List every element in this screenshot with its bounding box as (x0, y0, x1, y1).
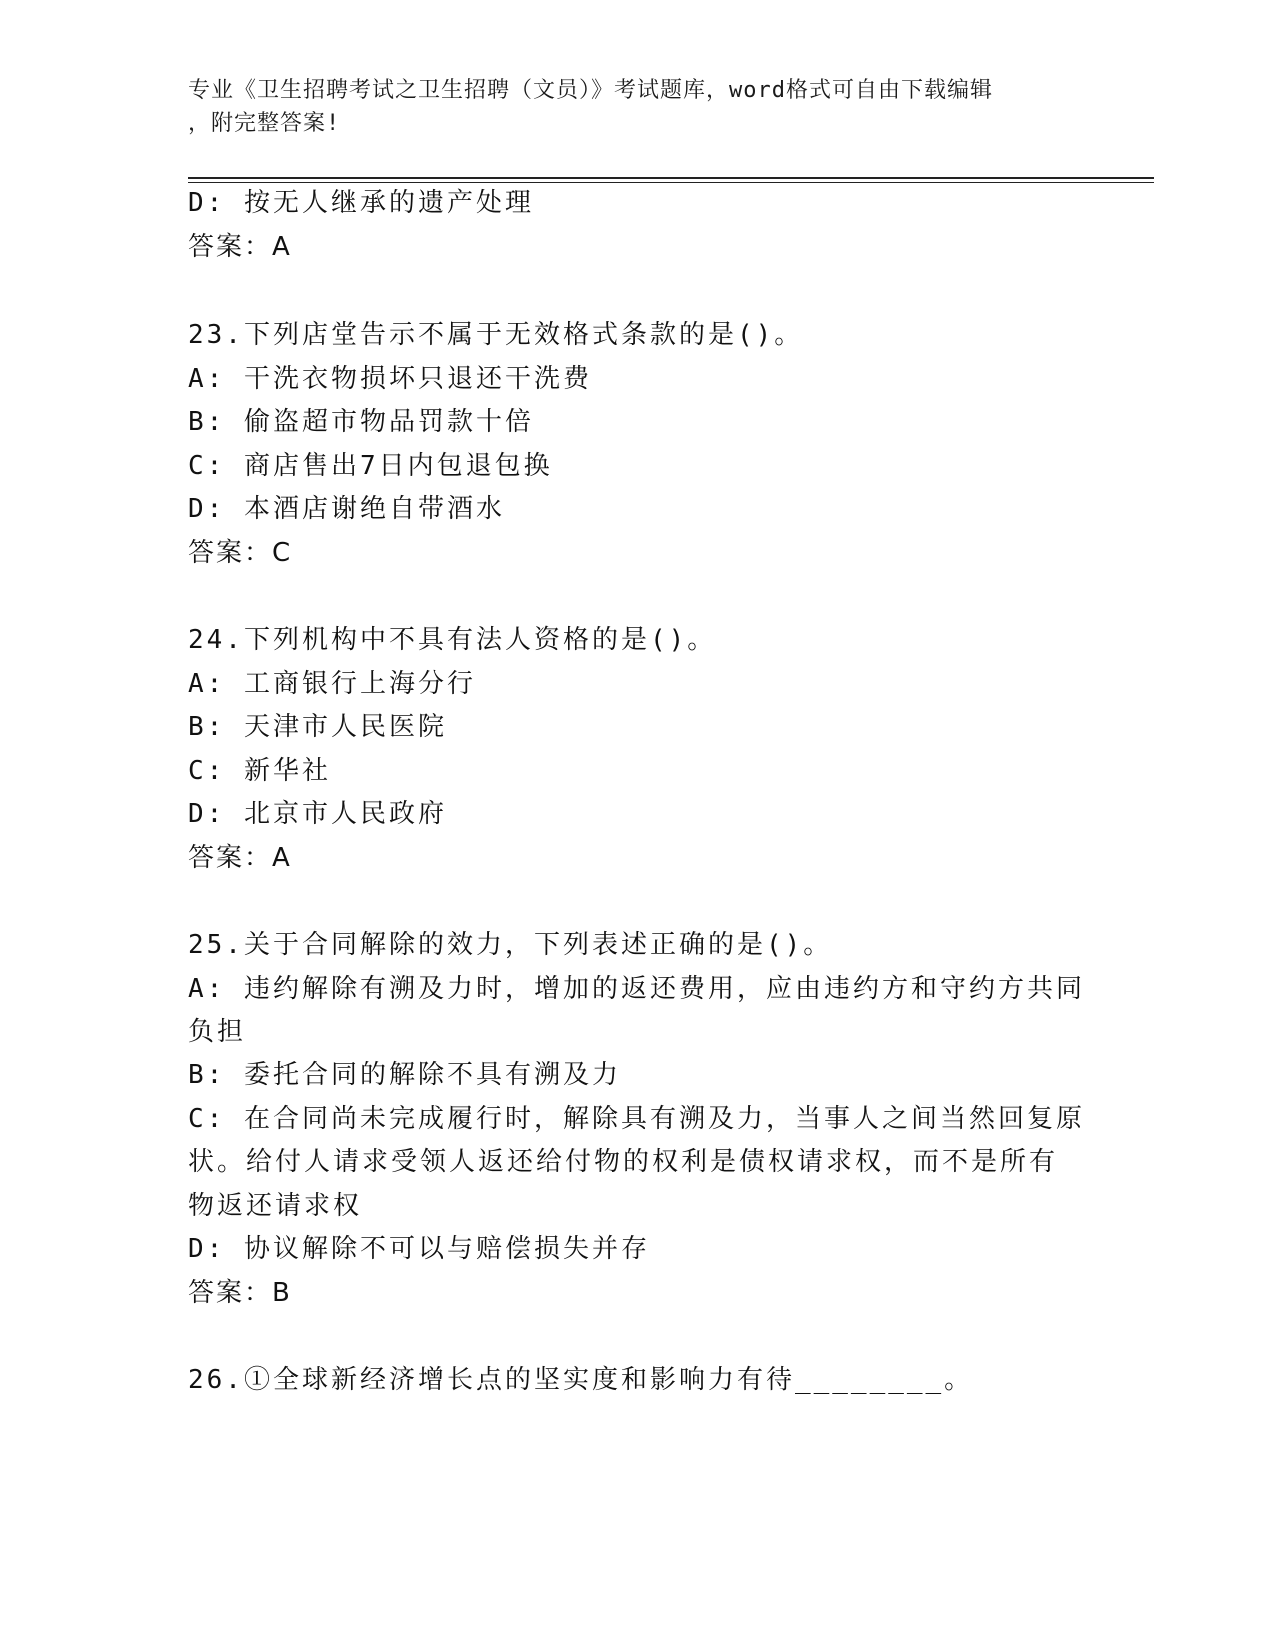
question-option: A: 工商银行上海分行 (188, 669, 476, 699)
question-answer: 答案：C (188, 538, 293, 568)
question-answer: 答案：B (188, 1278, 292, 1308)
prev-answer: 答案：A (188, 232, 292, 262)
question-option: B: 委托合同的解除不具有溯及力 (188, 1060, 621, 1090)
question-option: B: 天津市人民医院 (188, 712, 447, 742)
question-stem: 26.①全球新经济增长点的坚实度和影响力有待________。 (188, 1365, 974, 1395)
question-stem: 23.下列店堂告示不属于无效格式条款的是()。 (188, 320, 804, 350)
question-option-continued: 负担 (188, 1017, 247, 1047)
question-option-continued: 物返还请求权 (188, 1191, 363, 1221)
question-option: A: 违约解除有溯及力时，增加的返还费用，应由违约方和守约方共同 (188, 974, 1085, 1004)
question-option: A: 干洗衣物损坏只退还干洗费 (188, 364, 592, 394)
header-title-line2: ，附完整答案! (188, 111, 341, 136)
question-option-continued: 状。给付人请求受领人返还给付物的权利是债权请求权，而不是所有 (188, 1147, 1059, 1177)
question-stem: 25.关于合同解除的效力，下列表述正确的是()。 (188, 930, 833, 960)
question-answer: 答案：A (188, 843, 292, 873)
question-option: B: 偷盗超市物品罚款十倍 (188, 407, 534, 437)
prev-option-d: D: 按无人继承的遗产处理 (188, 188, 534, 218)
question-option: D: 协议解除不可以与赔偿损失并存 (188, 1234, 650, 1264)
question-option: D: 北京市人民政府 (188, 799, 447, 829)
question-option: C: 在合同尚未完成履行时，解除具有溯及力，当事人之间当然回复原 (188, 1104, 1085, 1134)
question-option: C: 商店售出7日内包退包换 (188, 451, 553, 481)
question-stem: 24.下列机构中不具有法人资格的是()。 (188, 625, 717, 655)
document-header (188, 74, 1088, 140)
header-divider-thin (188, 182, 1154, 183)
header-title-line1: 专业《卫生招聘考试之卫生招聘（文员）》考试题库，word格式可自由下载编辑 (188, 78, 993, 103)
header-divider (188, 177, 1154, 179)
question-option: D: 本酒店谢绝自带酒水 (188, 494, 505, 524)
question-option: C: 新华社 (188, 756, 331, 786)
